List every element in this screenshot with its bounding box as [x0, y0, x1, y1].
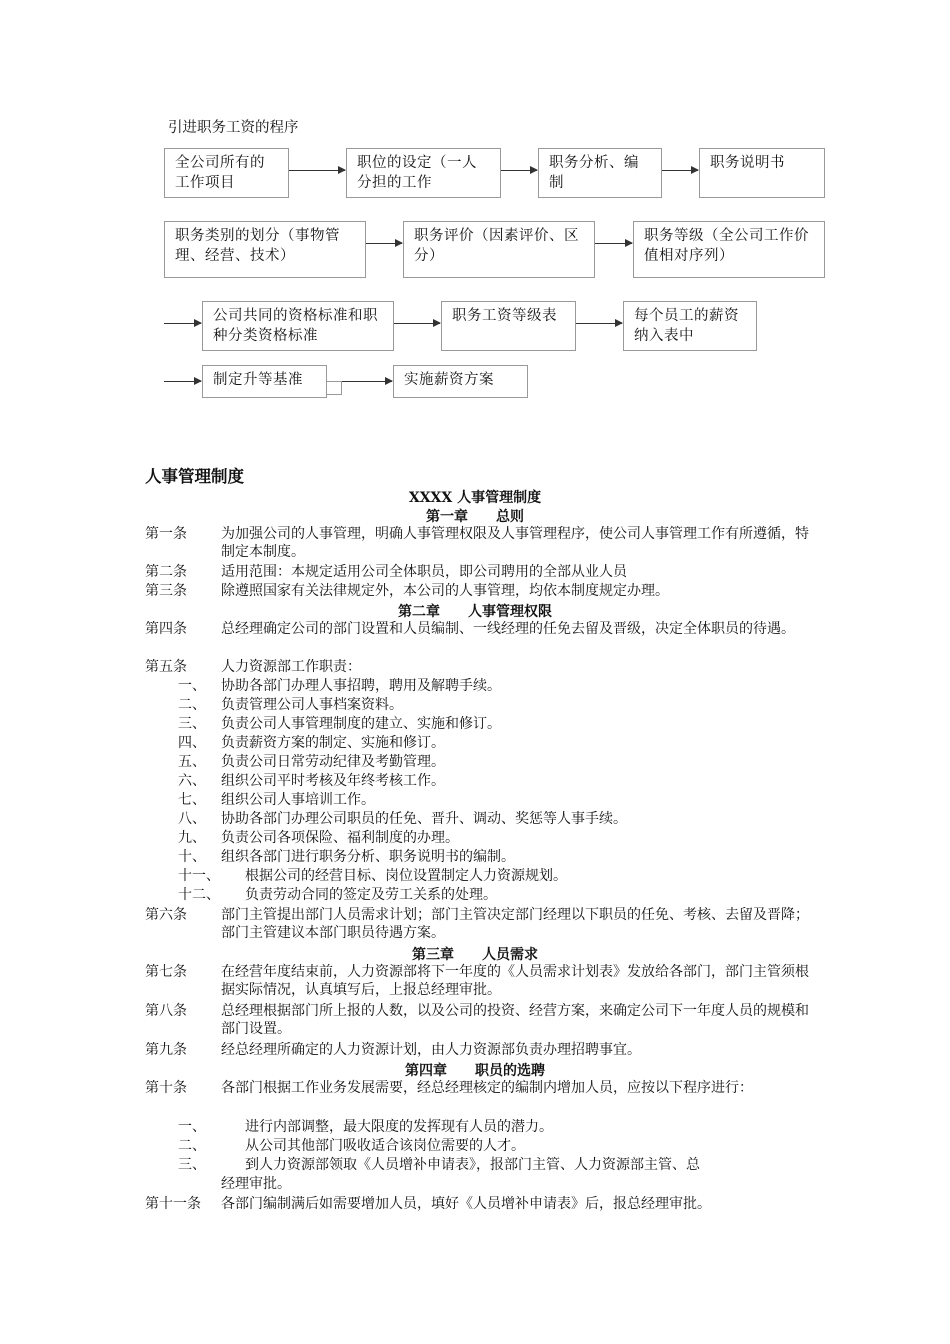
flow-box-job-category: 职务类别的划分（事物管理、经营、技术）	[164, 221, 366, 278]
article-text: 在经营年度结束前，人力资源部将下一年度的《人员需求计划表》发放给各部门，部门主管须根据实际情况，认真填写后，上报总经理审批。	[221, 964, 809, 998]
list-item-number: 四、	[178, 735, 206, 751]
flow-arrow	[164, 381, 201, 382]
flow-box-all-work-items: 全公司所有的工作项目	[164, 148, 289, 198]
article-label: 第五条	[145, 659, 187, 675]
list-item-number: 二、	[178, 1138, 206, 1154]
list-item-number: 二、	[178, 697, 206, 713]
article-text: 各部门编制满后如需要增加人员，填好《人员增补申请表》后，报总经理审批。	[221, 1196, 711, 1212]
list-item-text: 根据公司的经营目标、岗位设置制定人力资源规划。	[245, 868, 567, 884]
article-text: 总经理确定公司的部门设置和人员编制、一线经理的任免去留及晋级，决定全体职员的待遇。	[221, 621, 795, 637]
article-label: 第三条	[145, 583, 187, 599]
list-item-text: 组织各部门进行职务分析、职务说明书的编制。	[221, 849, 515, 865]
list-item-number: 八、	[178, 811, 206, 827]
list-item-text: 进行内部调整，最大限度的发挥现有人员的潜力。	[245, 1119, 553, 1135]
article-label: 第七条	[145, 964, 187, 980]
list-item-text: 协助各部门办理公司职员的任免、晋升、调动、奖惩等人事手续。	[221, 811, 627, 827]
article-label: 第二条	[145, 564, 187, 580]
list-item-text: 负责管理公司人事档案资料。	[221, 697, 403, 713]
flow-box-implement-salary-plan: 实施薪资方案	[393, 365, 528, 398]
list-item-number: 一、	[178, 678, 206, 694]
list-item-text: 从公司其他部门吸收适合该岗位需要的人才。	[245, 1138, 525, 1154]
flow-box-promotion-criteria: 制定升等基准	[202, 365, 327, 398]
article-label: 第一条	[145, 526, 187, 542]
chapter-4-title: 第四章 职员的选聘	[405, 1063, 545, 1079]
list-item-number: 六、	[178, 773, 206, 789]
article-label: 第十一条	[145, 1196, 201, 1212]
article-label: 第十条	[145, 1080, 187, 1096]
flow-arrow	[289, 170, 345, 171]
article-text: 人力资源部工作职责：	[221, 659, 361, 675]
flow-box-job-grade: 职务等级（全公司工作价值相对序列）	[633, 221, 825, 278]
flow-box-job-evaluation: 职务评价（因素评价、区分）	[403, 221, 595, 278]
list-item-number: 三、	[178, 716, 206, 732]
list-item-number: 三、	[178, 1157, 206, 1173]
article-text: 各部门根据工作业务发展需要，经总经理核定的编制内增加人员，应按以下程序进行：	[221, 1080, 753, 1096]
list-item-text: 协助各部门办理人事招聘，聘用及解聘手续。	[221, 678, 501, 694]
article-label: 第八条	[145, 1003, 187, 1019]
flow-box-position-setting: 职位的设定（一人分担的工作	[346, 148, 501, 198]
section-heading: 人事管理制度	[145, 467, 244, 486]
chapter-1-title: 第一章 总则	[426, 509, 524, 525]
article-text: 除遵照国家有关法律规定外，本公司的人事管理，均依本制度规定办理。	[221, 583, 669, 599]
list-item-number: 九、	[178, 830, 206, 846]
flow-arrow	[595, 243, 632, 244]
list-item-number: 五、	[178, 754, 206, 770]
article-text: 部门主管提出部门人员需求计划；部门主管决定部门经理以下职员的任免、考核、去留及晋降；部门主管建议本部门职员待遇方案。	[221, 907, 809, 941]
flow-arrow	[366, 243, 402, 244]
flow-arrow	[662, 170, 698, 171]
flow-arrow	[164, 323, 201, 324]
flow-box-salary-grade-table: 职务工资等级表	[441, 301, 576, 351]
flow-title: 引进职务工资的程序	[168, 120, 299, 136]
list-item-number: 十二、	[178, 887, 220, 903]
list-item-text: 负责公司人事管理制度的建立、实施和修订。	[221, 716, 501, 732]
chapter-2-title: 第二章 人事管理权限	[398, 604, 552, 620]
flow-box-job-description: 职务说明书	[699, 148, 825, 198]
document-title: XXXX 人事管理制度	[408, 490, 542, 506]
list-item-text: 组织公司人事培训工作。	[221, 792, 375, 808]
article-label: 第六条	[145, 907, 187, 923]
list-item-text: 负责公司各项保险、福利制度的办理。	[221, 830, 459, 846]
flow-arrow	[501, 170, 537, 171]
flow-arrow	[394, 323, 440, 324]
flow-box-job-analysis: 职务分析、编制	[538, 148, 662, 198]
list-item-number: 十一、	[178, 868, 220, 884]
list-item-number: 一、	[178, 1119, 206, 1135]
list-item-text: 负责薪资方案的制定、实施和修订。	[221, 735, 445, 751]
list-item-text: 负责公司日常劳动纪律及考勤管理。	[221, 754, 445, 770]
chapter-3-title: 第三章 人员需求	[412, 947, 538, 963]
article-label: 第四条	[145, 621, 187, 637]
list-item-text: 负责劳动合同的签定及劳工关系的处理。	[245, 887, 497, 903]
article-text: 总经理根据部门所上报的人数，以及公司的投资、经营方案，来确定公司下一年度人员的规模和部门设置。	[221, 1003, 809, 1037]
list-item-number: 十、	[178, 849, 206, 865]
flow-box-employee-salary: 每个员工的薪资纳入表中	[623, 301, 757, 351]
list-item-text: 组织公司平时考核及年终考核工作。	[221, 773, 445, 789]
article-text: 经总经理所确定的人力资源计划，由人力资源部负责办理招聘事宜。	[221, 1042, 641, 1058]
list-item-text: 到人力资源部领取《人员增补申请表》，报部门主管、人力资源部主管、总	[245, 1157, 700, 1173]
list-item-number: 七、	[178, 792, 206, 808]
article-text: 适用范围：本规定适用公司全体职员，即公司聘用的全部从业人员	[221, 564, 627, 580]
flow-arrow	[342, 381, 392, 382]
list-item-continuation: 经理审批。	[221, 1176, 291, 1192]
flow-arrow	[576, 323, 622, 324]
article-label: 第九条	[145, 1042, 187, 1058]
article-text: 为加强公司的人事管理，明确人事管理权限及人事管理程序，使公司人事管理工作有所遵循，特制定本制度。	[221, 526, 809, 560]
flow-connector	[327, 381, 342, 395]
flow-box-qualification-standard: 公司共同的资格标准和职种分类资格标准	[202, 301, 394, 351]
